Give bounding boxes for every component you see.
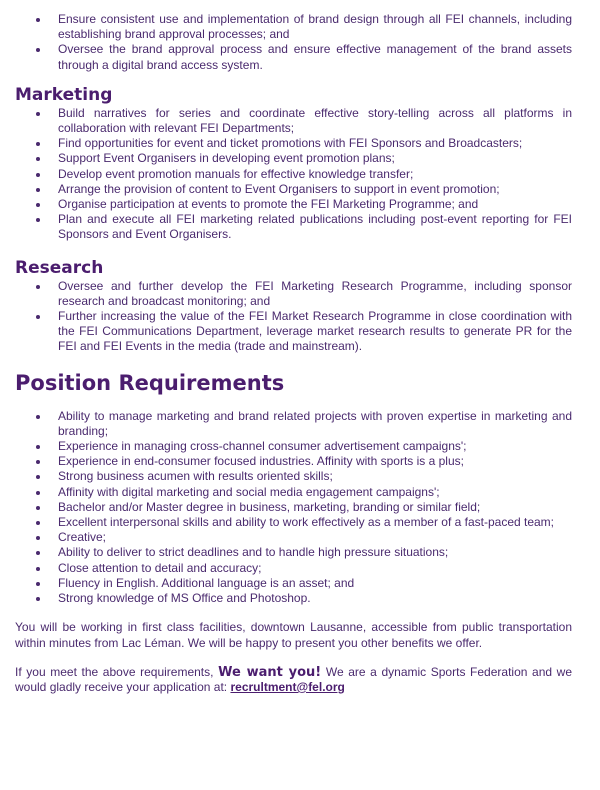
- list-item: Support Event Organisers in developing event promotion plans;: [15, 151, 572, 166]
- list-item: Arrange the provision of content to Event Organisers to support in event promotion;: [15, 182, 572, 197]
- list-item: Experience in managing cross-channel consumer advertisement campaigns';: [15, 439, 572, 454]
- requirements-bullet-list: [15, 409, 572, 607]
- list-item: Oversee and further develop the FEI Marketing Research Programme, including sponsor research and broadcast monitoring; and: [15, 279, 572, 309]
- research-heading: Research: [15, 257, 104, 278]
- list-item: Find opportunities for event and ticket promotions with FEI Sponsors and Broadcasters;: [15, 136, 572, 151]
- list-item: Strong knowledge of MS Office and Photoshop.: [15, 591, 572, 606]
- cta-emphasis: We want you!: [218, 664, 322, 680]
- list-item: Close attention to detail and accuracy;: [15, 561, 572, 576]
- list-item: Fluency in English. Additional language is an asset; and: [15, 576, 572, 591]
- marketing-heading: Marketing: [15, 84, 113, 105]
- list-item: Organise participation at events to promote the FEI Marketing Programme; and: [15, 197, 572, 212]
- marketing-bullet-list: [15, 106, 572, 243]
- cta-text-after: We are a dynamic Sports Federation and we would gladly receive your application at:: [15, 664, 572, 694]
- document-page: [0, 12, 600, 695]
- list-item: Affinity with digital marketing and social media engagement campaigns';: [15, 485, 572, 500]
- list-item: Build narratives for series and coordinate effective story-telling across all platforms in collaboration with relevant FEI Departments;: [15, 106, 572, 136]
- list-item: Further increasing the value of the FEI Market Research Programme in close coordination with the FEI Communications Department, leverage market research results to generate PR for the FEI and FEI Events in the media (trade and mainstream).: [15, 309, 572, 355]
- list-item: Develop event promotion manuals for effective knowledge transfer;: [15, 167, 572, 182]
- list-item: Ensure consistent use and implementation of brand design through all FEI channels, including establishing brand approval processes; and: [15, 12, 572, 42]
- list-item: Oversee the brand approval process and ensure effective management of the brand assets through a digital brand access system.: [15, 42, 572, 72]
- list-item: Bachelor and/or Master degree in business, marketing, branding or similar field;: [15, 500, 572, 515]
- cta-text-before: If you meet the above requirements,: [15, 664, 219, 679]
- list-item: Excellent interpersonal skills and ability to work effectively as a member of a fast-paced team;: [15, 515, 572, 530]
- position-requirements-heading: Position Requirements: [15, 370, 285, 395]
- list-item: Ability to deliver to strict deadlines and to handle high pressure situations;: [15, 545, 572, 560]
- list-item: Creative;: [15, 530, 572, 545]
- list-item: Experience in end-consumer focused industries. Affinity with sports is a plus;: [15, 454, 572, 469]
- facilities-paragraph: You will be working in first class facilities, downtown Lausanne, accessible from public transportation within minutes from Lac Léman. We will be happy to present you other benefits we offer.: [15, 620, 572, 650]
- list-item: Plan and execute all FEI marketing related publications including post-event reporting for FEI Sponsors and Event Organisers.: [15, 212, 572, 242]
- call-to-action-paragraph: [15, 665, 572, 695]
- list-item: Ability to manage marketing and brand related projects with proven expertise in marketing and branding;: [15, 409, 572, 439]
- research-bullet-list: [15, 279, 572, 355]
- brand-bullet-list: [15, 12, 572, 73]
- list-item: Strong business acumen with results oriented skills;: [15, 469, 572, 484]
- recruitment-email-link[interactable]: recrultment@fel.org: [230, 679, 345, 694]
